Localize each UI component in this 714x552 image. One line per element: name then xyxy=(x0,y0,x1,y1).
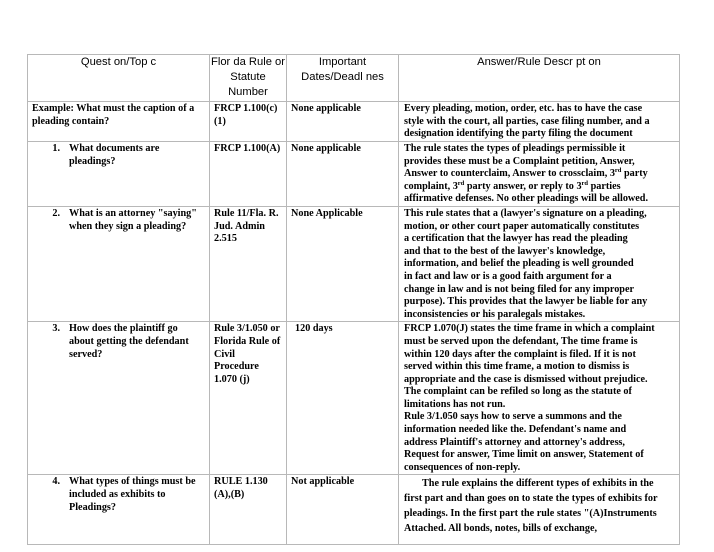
row-number: 3. xyxy=(52,323,60,335)
ordinal-suffix: rd xyxy=(457,179,465,187)
row-number: 2. xyxy=(52,207,60,219)
answer-line: Every pleading, motion, order, etc. has to have the case xyxy=(404,103,643,114)
answer-line: first part and than goes on to state the types of exhibits for xyxy=(404,493,658,505)
question-cell: Example: What must the caption of a pleading contain? xyxy=(32,103,195,127)
answer-cell xyxy=(399,142,679,206)
answer-line: This rule states that a (lawyer's signature on a pleading, xyxy=(404,207,647,219)
rule-cell: Rule 11/Fla. R. Jud. Admin 2.515 xyxy=(214,207,279,245)
dates-cell: None applicable xyxy=(291,143,361,154)
dates-cell: None Applicable xyxy=(291,207,363,219)
rule-cell: Rule 3/1.050 or Florida Rule of Civil Procedure 1.070 (j) xyxy=(214,323,281,385)
answer-line: Answer to counterclaim, Answer to crossclaim, 3rd party xyxy=(404,167,648,180)
answer-line: change in law and is not being filed for any improper xyxy=(404,283,634,295)
header-rule: Flor da Rule or Statute Number xyxy=(210,55,287,102)
answer-line: inconsistencies or his paralegals mistakes. xyxy=(404,308,586,320)
table-row xyxy=(28,475,680,545)
question-cell: What types of things must be included as exhibits to Pleadings? xyxy=(69,476,196,513)
rule-cell: FRCP 1.100(A) xyxy=(214,143,281,154)
answer-cell xyxy=(399,322,679,474)
question-cell: What is an attorney "saying" when they sign a pleading? xyxy=(69,207,197,232)
answer-line: a certification that the lawyer has read the pleading xyxy=(404,233,628,245)
answer-line: Attached. All bonds, notes, bills of exchange, xyxy=(404,523,598,535)
rule-cell: RULE 1.130 (A),(B) xyxy=(214,476,268,501)
answer-cell xyxy=(399,475,679,536)
dates-cell: 120 days xyxy=(295,323,333,335)
answer-line: limitations has not run. xyxy=(404,398,506,410)
ordinal-suffix: rd xyxy=(581,179,589,187)
header-question: Quest on/Top c xyxy=(28,55,210,102)
header-answer: Answer/Rule Descr pt on xyxy=(399,55,680,102)
answer-line: designation identifying the party filing the document xyxy=(404,128,633,140)
dates-cell: None applicable xyxy=(291,103,361,114)
answer-line: in fact and law or is a good faith argument for a xyxy=(404,270,612,282)
answer-line: Request for answer, Time limit on answer, Statement of xyxy=(404,449,644,461)
answer-line: purpose). This provides that the lawyer be liable for any xyxy=(404,296,648,308)
pleadings-table xyxy=(27,54,680,545)
question-cell: How does the plaintiff go about getting the defendant served? xyxy=(69,323,189,360)
rule-cell: FRCP 1.100(c)(1) xyxy=(214,103,278,127)
row-number: 4. xyxy=(52,476,60,488)
answer-line: provides these must be a Complaint petition, Answer, xyxy=(404,155,635,167)
answer-line: appropriate and the case is dismissed without prejudice. xyxy=(404,373,648,385)
question-cell: What documents are pleadings? xyxy=(69,143,160,167)
answer-line: served within this time frame, a motion to dismiss is xyxy=(404,361,630,373)
answer-line: information needed like the. Defendant's name and xyxy=(404,424,627,436)
answer-line: The rule explains the different types of exhibits in the xyxy=(422,478,654,490)
answer-line: The complaint can be refiled so long as the statute of xyxy=(404,386,632,398)
table-row xyxy=(28,142,680,207)
row-number: 1. xyxy=(52,143,60,154)
answer-line: and that to the best of the lawyer's knowledge, xyxy=(404,245,606,257)
header-dates: Important Dates/Deadl nes xyxy=(287,55,399,102)
answer-line: within 120 days after the complaint is filed. If it is not xyxy=(404,348,636,360)
header-row xyxy=(28,55,680,102)
answer-line: complaint, 3rd party answer, or reply to 3rd parties xyxy=(404,179,621,192)
table-row xyxy=(28,102,680,142)
answer-line: Rule 3/1.050 says how to serve a summons and the xyxy=(404,411,622,423)
answer-line: consequences of non-reply. xyxy=(404,461,521,473)
answer-cell xyxy=(399,207,679,321)
table-row xyxy=(28,206,680,321)
dates-cell: Not applicable xyxy=(291,476,355,488)
ordinal-suffix: rd xyxy=(614,167,622,175)
answer-line: address Plaintiff's attorney and attorney's address, xyxy=(404,436,625,448)
answer-cell xyxy=(399,102,679,141)
answer-line: information, and belief the pleading is well grounded xyxy=(404,258,634,270)
table-row xyxy=(28,322,680,475)
answer-line: FRCP 1.070(J) states the time frame in which a complaint xyxy=(404,323,655,335)
answer-line: style with the court, all parties, case filing number, and a xyxy=(404,115,650,127)
answer-line: The rule states the types of pleadings permissible it xyxy=(404,143,626,154)
answer-line: motion, or other court paper automatically constitutes xyxy=(404,220,640,232)
answer-line: pleadings. In the first part the rule states "(A)Instruments xyxy=(404,508,657,520)
answer-line: affirmative defenses. No other pleadings will be allowed. xyxy=(404,193,649,205)
answer-line: must be served upon the defendant, The time frame is xyxy=(404,335,638,347)
